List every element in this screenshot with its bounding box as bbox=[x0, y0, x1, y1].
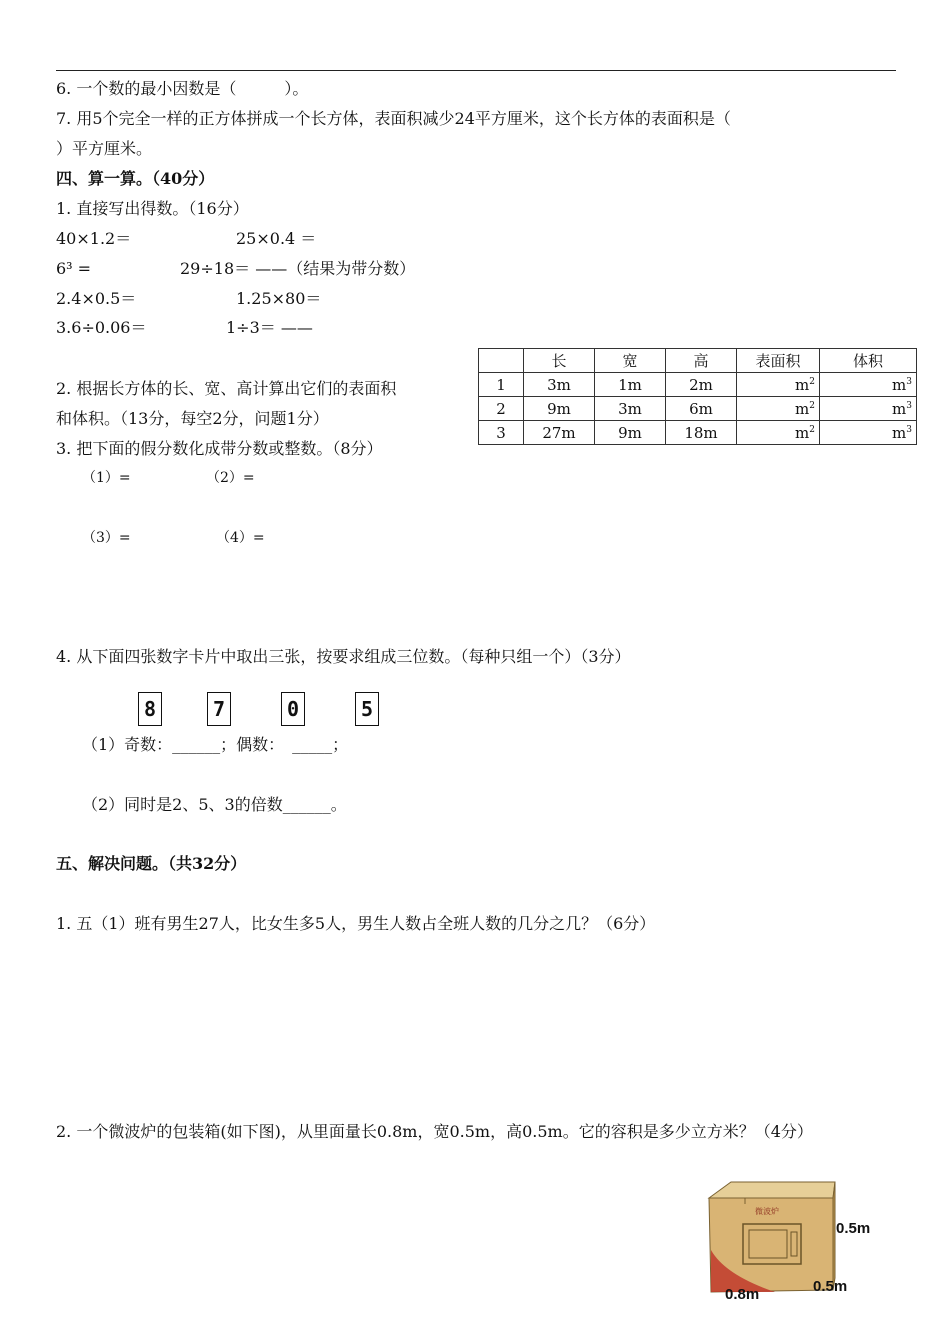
microwave-box-figure bbox=[705, 1180, 905, 1310]
question-7-line2: ）平方厘米。 bbox=[56, 139, 153, 158]
unit-exponent: 2 bbox=[809, 376, 815, 387]
width-label: 0.5m bbox=[813, 1278, 848, 1295]
digit-card: 5 bbox=[355, 692, 379, 726]
s4-q1-title: 1. 直接写出得数。（16分） bbox=[56, 199, 249, 218]
calc-4-right: 1÷3＝ —— bbox=[226, 318, 313, 337]
box-brand-label: 微波炉 bbox=[755, 1207, 779, 1216]
section-4-title: 四、算一算。（40分） bbox=[56, 169, 215, 188]
calc-2-right: 29÷18＝ ——（结果为带分数） bbox=[180, 259, 416, 278]
table-cell: 6m bbox=[666, 397, 737, 421]
calc-3-right: 1.25×80＝ bbox=[236, 289, 322, 308]
table-cell: 3 bbox=[479, 421, 524, 445]
unit: m bbox=[795, 375, 810, 394]
s4-q3-item-2: （2）= bbox=[206, 470, 255, 486]
table-header: 体积 bbox=[820, 349, 917, 373]
s4-q4-part-2: （2）同时是2、5、3的倍数______。 bbox=[82, 795, 347, 814]
calc-2-left: 6³ = bbox=[56, 259, 92, 278]
table-cell: 9m bbox=[524, 397, 595, 421]
unit: m bbox=[795, 399, 810, 418]
s5-q2: 2. 一个微波炉的包装箱(如下图)，从里面量长0.8m，宽0.5m，高0.5m。它的容积是多少立方米？（4分） bbox=[56, 1122, 813, 1141]
table-cell: 1m bbox=[595, 373, 666, 397]
section-5-title: 五、解决问题。（共32分） bbox=[56, 854, 247, 873]
unit: m bbox=[892, 399, 907, 418]
table-cell-volume bbox=[820, 397, 917, 421]
calc-3-left: 2.4×0.5＝ bbox=[56, 289, 137, 308]
s4-q4-title: 4. 从下面四张数字卡片中取出三张，按要求组成三位数。（每种只组一个）（3分） bbox=[56, 647, 631, 666]
length-label: 0.8m bbox=[725, 1286, 760, 1303]
unit-exponent: 2 bbox=[809, 400, 815, 411]
digit-card: 0 bbox=[281, 692, 305, 726]
calc-1-left: 40×1.2＝ bbox=[56, 229, 132, 248]
digit-card: 7 bbox=[207, 692, 231, 726]
table-cell: 2 bbox=[479, 397, 524, 421]
table-cell: 3m bbox=[595, 397, 666, 421]
table-cell: 9m bbox=[595, 421, 666, 445]
question-6: 6. 一个数的最小因数是（ ）。 bbox=[56, 79, 309, 98]
table-cell: 18m bbox=[666, 421, 737, 445]
table-header: 表面积 bbox=[737, 349, 820, 373]
cuboid-table bbox=[478, 348, 917, 445]
s4-q3-item-1: （1）= bbox=[82, 470, 131, 486]
s5-q1: 1. 五（1）班有男生27人，比女生多5人，男生人数占全班人数的几分之几？（6分） bbox=[56, 914, 656, 933]
unit-exponent: 3 bbox=[906, 400, 912, 411]
table-cell-area bbox=[737, 421, 820, 445]
calc-1-right: 25×0.4 ＝ bbox=[236, 229, 317, 248]
table-header: 高 bbox=[666, 349, 737, 373]
table-cell: 2m bbox=[666, 373, 737, 397]
table-header: 长 bbox=[524, 349, 595, 373]
table-row bbox=[479, 397, 917, 421]
s4-q2-line1: 2. 根据长方体的长、宽、高计算出它们的表面积 bbox=[56, 379, 397, 398]
unit: m bbox=[892, 423, 907, 442]
unit-exponent: 2 bbox=[809, 424, 815, 435]
s4-q3-item-4: （4）= bbox=[216, 530, 265, 546]
table-header: 宽 bbox=[595, 349, 666, 373]
s4-q4-part-1: （1）奇数：______；偶数： _____； bbox=[82, 735, 349, 754]
table-cell: 1 bbox=[479, 373, 524, 397]
height-label: 0.5m bbox=[836, 1220, 871, 1237]
table-row bbox=[479, 421, 917, 445]
table-row bbox=[479, 373, 917, 397]
table-cell-area bbox=[737, 373, 820, 397]
table-cell-volume bbox=[820, 373, 917, 397]
table-cell-area bbox=[737, 397, 820, 421]
unit-exponent: 3 bbox=[906, 424, 912, 435]
question-7-line1: 7. 用5个完全一样的正方体拼成一个长方体，表面积减少24平方厘米，这个长方体的表面积是（ bbox=[56, 109, 731, 128]
unit: m bbox=[795, 423, 810, 442]
calc-4-left: 3.6÷0.06＝ bbox=[56, 318, 147, 337]
top-rule bbox=[56, 70, 896, 71]
digit-card: 8 bbox=[138, 692, 162, 726]
table-header bbox=[479, 349, 524, 373]
table-cell-volume bbox=[820, 421, 917, 445]
s4-q3-item-3: （3）= bbox=[82, 530, 131, 546]
s4-q3-title: 3. 把下面的假分数化成带分数或整数。（8分） bbox=[56, 439, 383, 458]
table-cell: 27m bbox=[524, 421, 595, 445]
unit-exponent: 3 bbox=[906, 376, 912, 387]
s4-q2-line2: 和体积。（13分，每空2分，问题1分） bbox=[56, 409, 329, 428]
unit: m bbox=[892, 375, 907, 394]
table-header-row bbox=[479, 349, 917, 373]
table-cell: 3m bbox=[524, 373, 595, 397]
